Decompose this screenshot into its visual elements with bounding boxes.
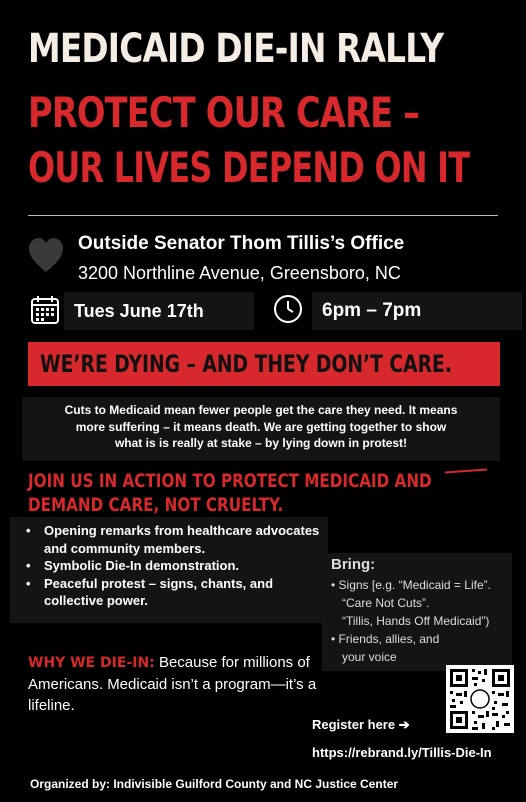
event-date: Tues June 17th: [74, 301, 204, 321]
bring-line: your voice: [342, 650, 397, 664]
agenda-item: • Opening remarks from healthcare advocates and community members.: [22, 522, 322, 557]
why-paragraph: [28, 652, 328, 716]
bring-line: “Tillis, Hands Off Medicaid”): [342, 614, 490, 628]
why-heading: WHY WE DIE-IN:: [28, 655, 155, 671]
location-name: Outside Senator Thom Tillis’s Office: [78, 233, 405, 254]
banner-text: WE’RE DYING – AND THEY DON’T CARE.: [40, 350, 452, 378]
bring-title: Bring:: [331, 556, 376, 573]
register-label: Register here ➔: [312, 717, 410, 732]
calendar-icon: [30, 295, 60, 325]
divider: [28, 215, 498, 216]
event-time: 6pm – 7pm: [322, 300, 422, 321]
decorative-stroke: [445, 469, 487, 474]
cuts-line-1: Cuts to Medicaid mean fewer people get the care they need. It means: [64, 403, 458, 417]
cuts-line-2: more suffering – it means death. We are getting together to show: [75, 419, 447, 434]
organizers: Organized by: Indivisible Guilford County and NC Justice Center: [30, 777, 399, 791]
join-heading-line-1: JOIN US IN ACTION TO PROTECT MEDICAID AND: [28, 470, 432, 492]
subtitle-line-2: OUR LIVES DEPEND ON IT: [28, 143, 470, 192]
subtitle-line-1: PROTECT OUR CARE –: [28, 88, 420, 137]
join-heading-line-2: DEMAND CARE, NOT CRUELTY.: [28, 494, 284, 516]
agenda-list: [22, 522, 322, 610]
cuts-line-3: what is is really at stake – by lying down in protest!: [114, 436, 408, 450]
location-address: 3200 Northline Avenue, Greensboro, NC: [78, 263, 401, 283]
bring-line: “Care Not Cuts”.: [342, 596, 430, 610]
agenda-item: • Peaceful protest – signs, chants, and collective power.: [22, 575, 322, 610]
agenda-item: • Symbolic Die-In demonstration.: [22, 557, 322, 575]
cuts-paragraph: [22, 402, 500, 452]
why-text: Because for millions of Americans. Medicaid isn’t a program—it’s a lifeline.: [28, 654, 317, 714]
bring-line: • Signs [e.g. “Medicaid = Life”.: [331, 578, 491, 592]
bring-line: • Friends, allies, and: [331, 632, 440, 646]
qr-code[interactable]: [446, 665, 514, 733]
heart-icon: [28, 236, 64, 276]
register-link[interactable]: https://rebrand.ly/Tillis-Die-In: [312, 745, 492, 760]
clock-icon: [272, 293, 304, 325]
rally-title: MEDICAID DIE-IN RALLY: [28, 26, 444, 72]
